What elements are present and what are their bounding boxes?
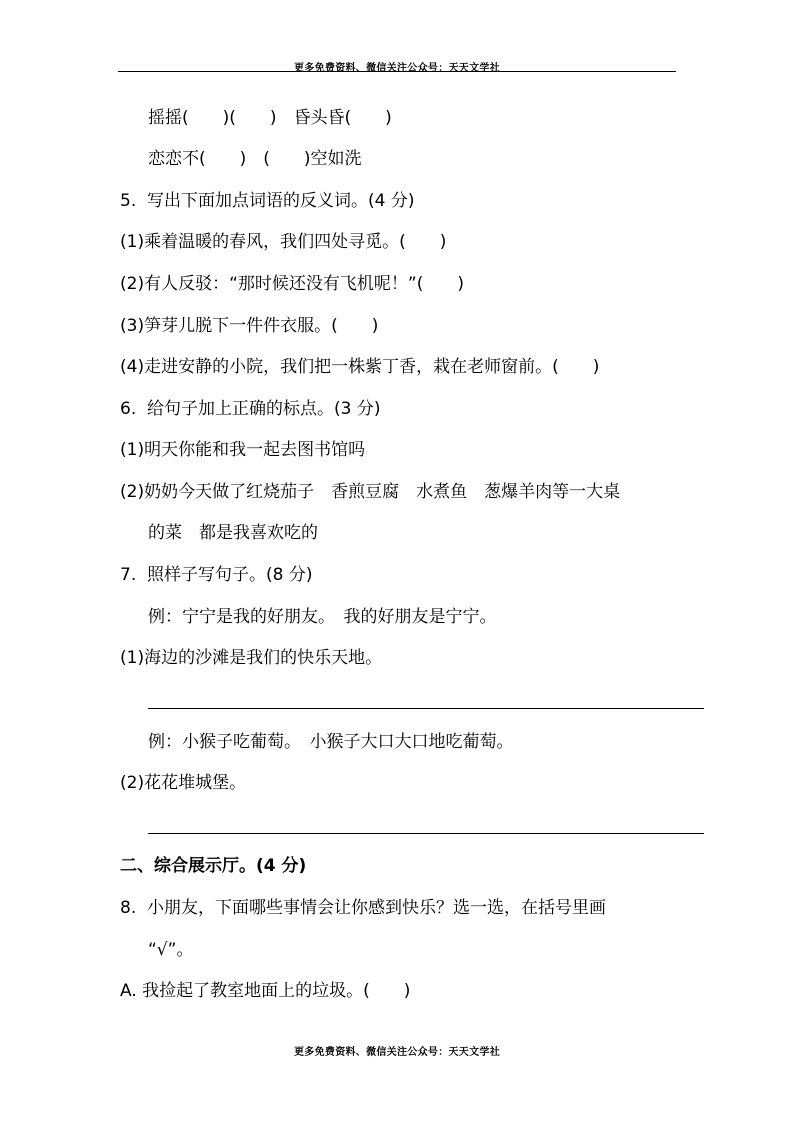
answer-line-2 xyxy=(148,833,704,834)
footer-note: 更多免费资料、微信关注公众号：天天文学社 xyxy=(294,1047,500,1058)
question-7-item-1: (1)海边的沙滩是我们的快乐天地。 xyxy=(120,648,383,668)
idiom-line-1: 摇摇( )( ) 昏头昏( ) xyxy=(148,108,392,128)
question-5-item-4: (4)走进安静的小院，我们把一株紫丁香，栽在老师窗前。( ) xyxy=(120,357,600,377)
question-5-item-1: (1)乘着温暖的春风，我们四处寻觅。( ) xyxy=(120,232,447,252)
question-7-example-1: 例：宁宁是我的好朋友。 我的好朋友是宁宁。 xyxy=(148,607,497,627)
question-8-option-a: A. 我捡起了教室地面上的垃圾。( ) xyxy=(120,981,411,1001)
idiom-line-2: 恋恋不( ) ( )空如洗 xyxy=(148,149,362,169)
question-5-title: 5. 写出下面加点词语的反义词。(4 分) xyxy=(120,191,415,211)
header-note: 更多免费资料、微信关注公众号：天天文学社 xyxy=(294,63,500,74)
header-divider xyxy=(118,71,676,72)
question-6-item-2-line-2: 的菜 都是我喜欢吃的 xyxy=(148,523,318,543)
question-7-title: 7. 照样子写句子。(8 分) xyxy=(120,565,313,585)
answer-line-1 xyxy=(148,708,704,709)
question-6-title: 6. 给句子加上正确的标点。(3 分) xyxy=(120,399,381,419)
question-6-item-2-line-1: (2)奶奶今天做了红烧茄子 香煎豆腐 水煮鱼 葱爆羊肉等一大桌 xyxy=(120,482,621,502)
question-8-title-line-2: “√”。 xyxy=(148,940,194,960)
question-8-title-line-1: 8. 小朋友，下面哪些事情会让你感到快乐？选一选，在括号里画 xyxy=(120,898,607,918)
section-2-title: 二、综合展示厅。(4 分) xyxy=(120,856,307,876)
question-7-item-2: (2)花花堆城堡。 xyxy=(120,773,247,793)
question-5-item-2: (2)有人反驳：“那时候还没有飞机呢！”( ) xyxy=(120,274,464,294)
question-5-item-3: (3)笋芽儿脱下一件件衣服。( ) xyxy=(120,316,379,336)
question-7-example-2: 例：小猴子吃葡萄。 小猴子大口大口地吃葡萄。 xyxy=(148,732,514,752)
question-6-item-1: (1)明天你能和我一起去图书馆吗 xyxy=(120,440,366,460)
